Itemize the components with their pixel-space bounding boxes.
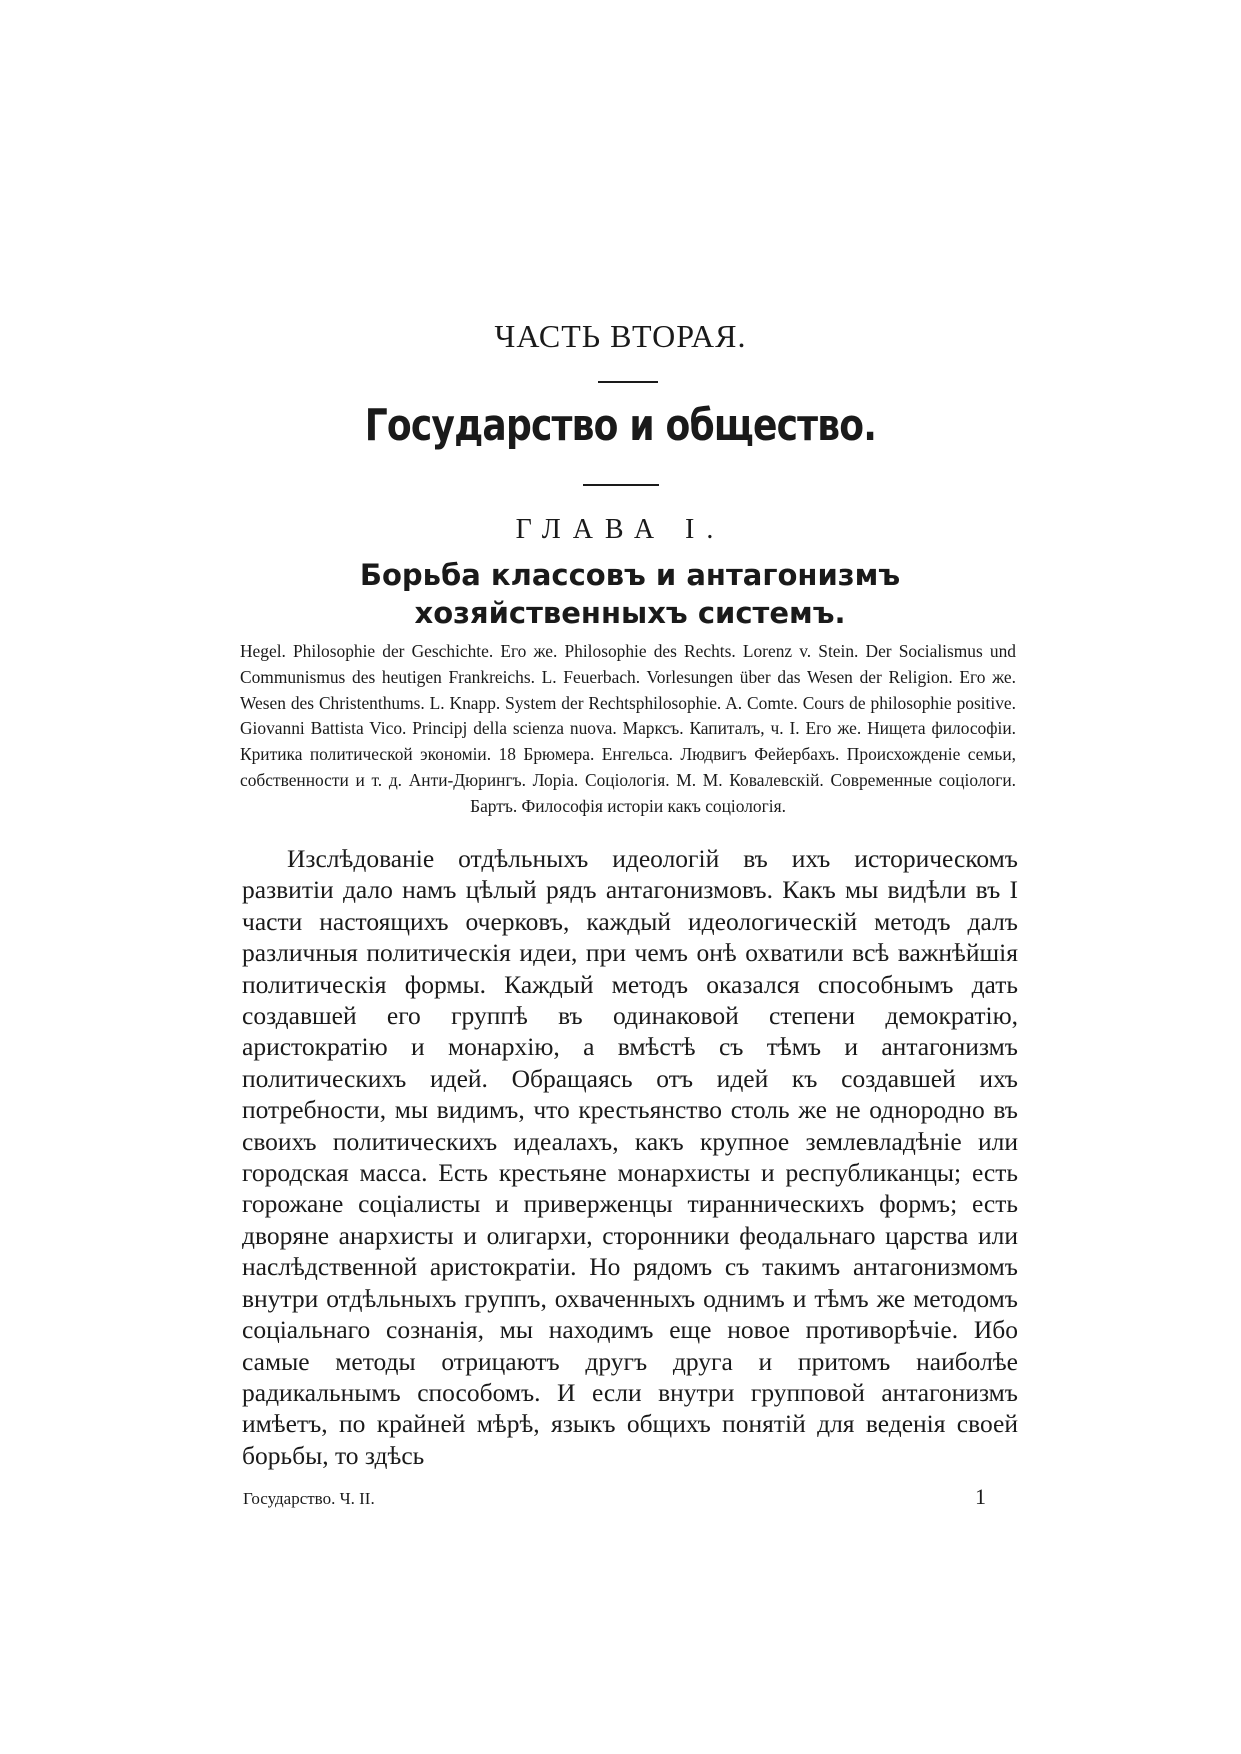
chapter-label: ГЛАВА I. bbox=[515, 514, 726, 545]
book-title: Государство и общество. bbox=[364, 400, 877, 451]
footer-signature: Государство. Ч. II. bbox=[243, 1489, 375, 1508]
chapter-title: Борьба классовъ и антагонизмъ хозяйственныхъ системъ. bbox=[359, 558, 901, 630]
title-divider-bottom bbox=[583, 484, 659, 486]
title-divider-top bbox=[598, 381, 658, 383]
bibliography-paragraph: Hegel. Philosophie der Geschichte. Его же. Philosophie des Rechts. Lorenz v. Stein. Der Socialismus und Communismus des heutigen Frankreichs. L. Feuerbach. Vorlesungen über das Wesen der Religion. Его же. Wesen des Christenthums. L. Knapp. System der Rechtsphilosophie. A. Comte. Cours de philosophie positive. Giovanni Battista Vico. Principj della scienza nuova. Марксъ. Капиталъ, ч. I. Его же. Нищета философіи. Критика политической экономіи. 18 Брюмера. Енгельса. Людвигъ Фейербахъ. Происхожденіе семьи, собственности и т. д. Анти-Дюрингъ. Лоріа. Соціологія. М. М. Ковалевскій. Современные соціологи. Бартъ. Философія исторіи какъ соціологія. bbox=[240, 641, 1016, 816]
body-paragraph: Изслѣдованіе отдѣльныхъ идеологій въ ихъ историческомъ развитіи дало намъ цѣлый рядъ антагонизмовъ. Какъ мы видѣли въ I части настоящихъ очерковъ, каждый идеологическій методъ далъ различныя политическія идеи, при чемъ онѣ охватили всѣ важнѣйшія политическія формы. Каждый методъ оказался способнымъ дать создавшей его группѣ въ одинаковой степени демократію, аристократію и монархію, а вмѣстѣ съ тѣмъ и антагонизмъ политическихъ идей. Обращаясь отъ идей къ создавшей ихъ потребности, мы видимъ, что крестьянство столь же не однородно въ своихъ политическихъ идеалахъ, какъ крупное землевладѣніе или городская масса. Есть крестьяне монархисты и республиканцы; есть горожане соціалисты и приверженцы тиранническихъ формъ; есть дворяне анархисты и олигархи, сторонники феодальнаго царства или наслѣдственной аристократіи. Но рядомъ съ такимъ антагонизмомъ внутри отдѣльныхъ группъ, охваченныхъ однимъ и тѣмъ же методомъ соціальнаго сознанія, мы находимъ еще новое противорѣчіе. Ибо самые методы отрицаютъ другъ друга и притомъ наиболѣе радикальнымъ способомъ. И если внутри групповой антагонизмъ имѣетъ, по крайней мѣрѣ, языкъ общихъ понятій для веденія своей борьбы, то здѣсь bbox=[242, 844, 1018, 1470]
part-title: ЧАСТЬ ВТОРАЯ. bbox=[494, 318, 747, 354]
page-number: 1 bbox=[975, 1484, 986, 1509]
